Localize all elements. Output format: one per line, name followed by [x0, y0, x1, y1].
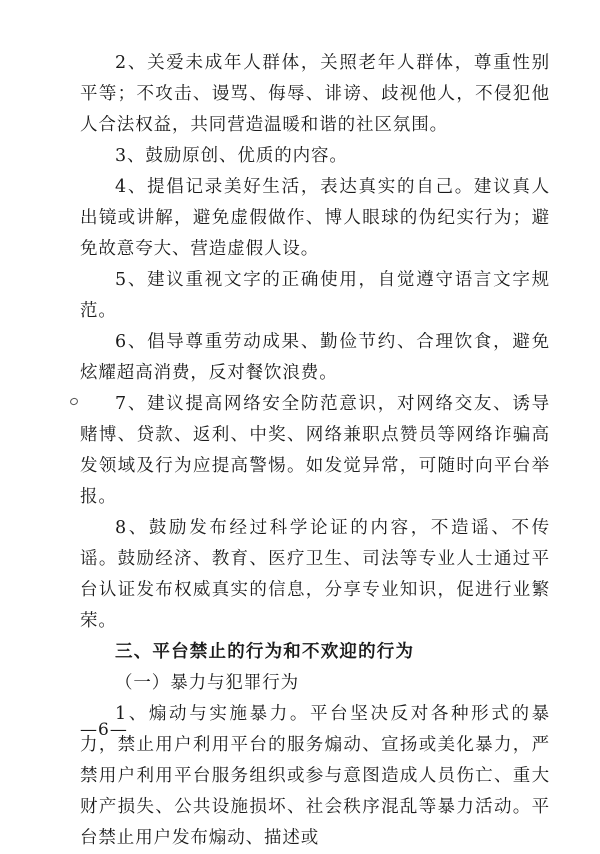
page-number: —6— — [80, 720, 128, 740]
paragraph-item-8: 8、鼓励发布经过科学论证的内容，不造谣、不传谣。鼓励经济、教育、医疗卫生、司法等专业人士通过平台认证发布权威真实的信息，分享专业知识，促进行业繁荣。 — [80, 518, 550, 631]
paragraph-item-7: 7、建议提高网络安全防范意识，对网络交友、诱导赌博、贷款、返利、中奖、网络兼职点赞员等网络诈骗高发领域及行为应提高警惕。如发觉异常，可随时向平台举报。 — [80, 394, 550, 507]
paragraph-item-5: 5、建议重视文字的正确使用，自觉遵守语言文字规范。 — [80, 270, 550, 321]
paragraph-item-2: 2、关爱未成年人群体，关照老年人群体，尊重性别平等；不攻击、谩骂、侮辱、诽谤、歧视他人，不侵犯他人合法权益，共同营造温暖和谐的社区氛围。 — [80, 53, 550, 135]
section-heading: 三、平台禁止的行为和不欢迎的行为 — [115, 642, 415, 662]
page-body — [80, 48, 550, 854]
paragraph-violence: 1、煽动与实施暴力。平台坚决反对各种形式的暴力，禁止用户利用平台的服务煽动、宣扬或美化暴力，严禁用户利用平台服务组织或参与意图造成人员伤亡、重大财产损失、公共设施损坏、社会秩序混乱等暴力活动。平台禁止用户发布煽动、描述或 — [80, 704, 550, 848]
subsection-heading: （一）暴力与犯罪行为 — [115, 673, 299, 693]
paragraph-item-3: 3、鼓励原创、优质的内容。 — [115, 146, 348, 166]
paragraph-item-4: 4、提倡记录美好生活，表达真实的自己。建议真人出镜或讲解，避免虚假做作、博人眼球的伪纪实行为；避免故意夸大、营造虚假人设。 — [80, 177, 550, 259]
paragraph-item-6: 6、倡导尊重劳动成果、勤俭节约、合理饮食，避免炫耀超高消费，反对餐饮浪费。 — [80, 332, 550, 383]
ink-speck-mark — [69, 397, 79, 406]
